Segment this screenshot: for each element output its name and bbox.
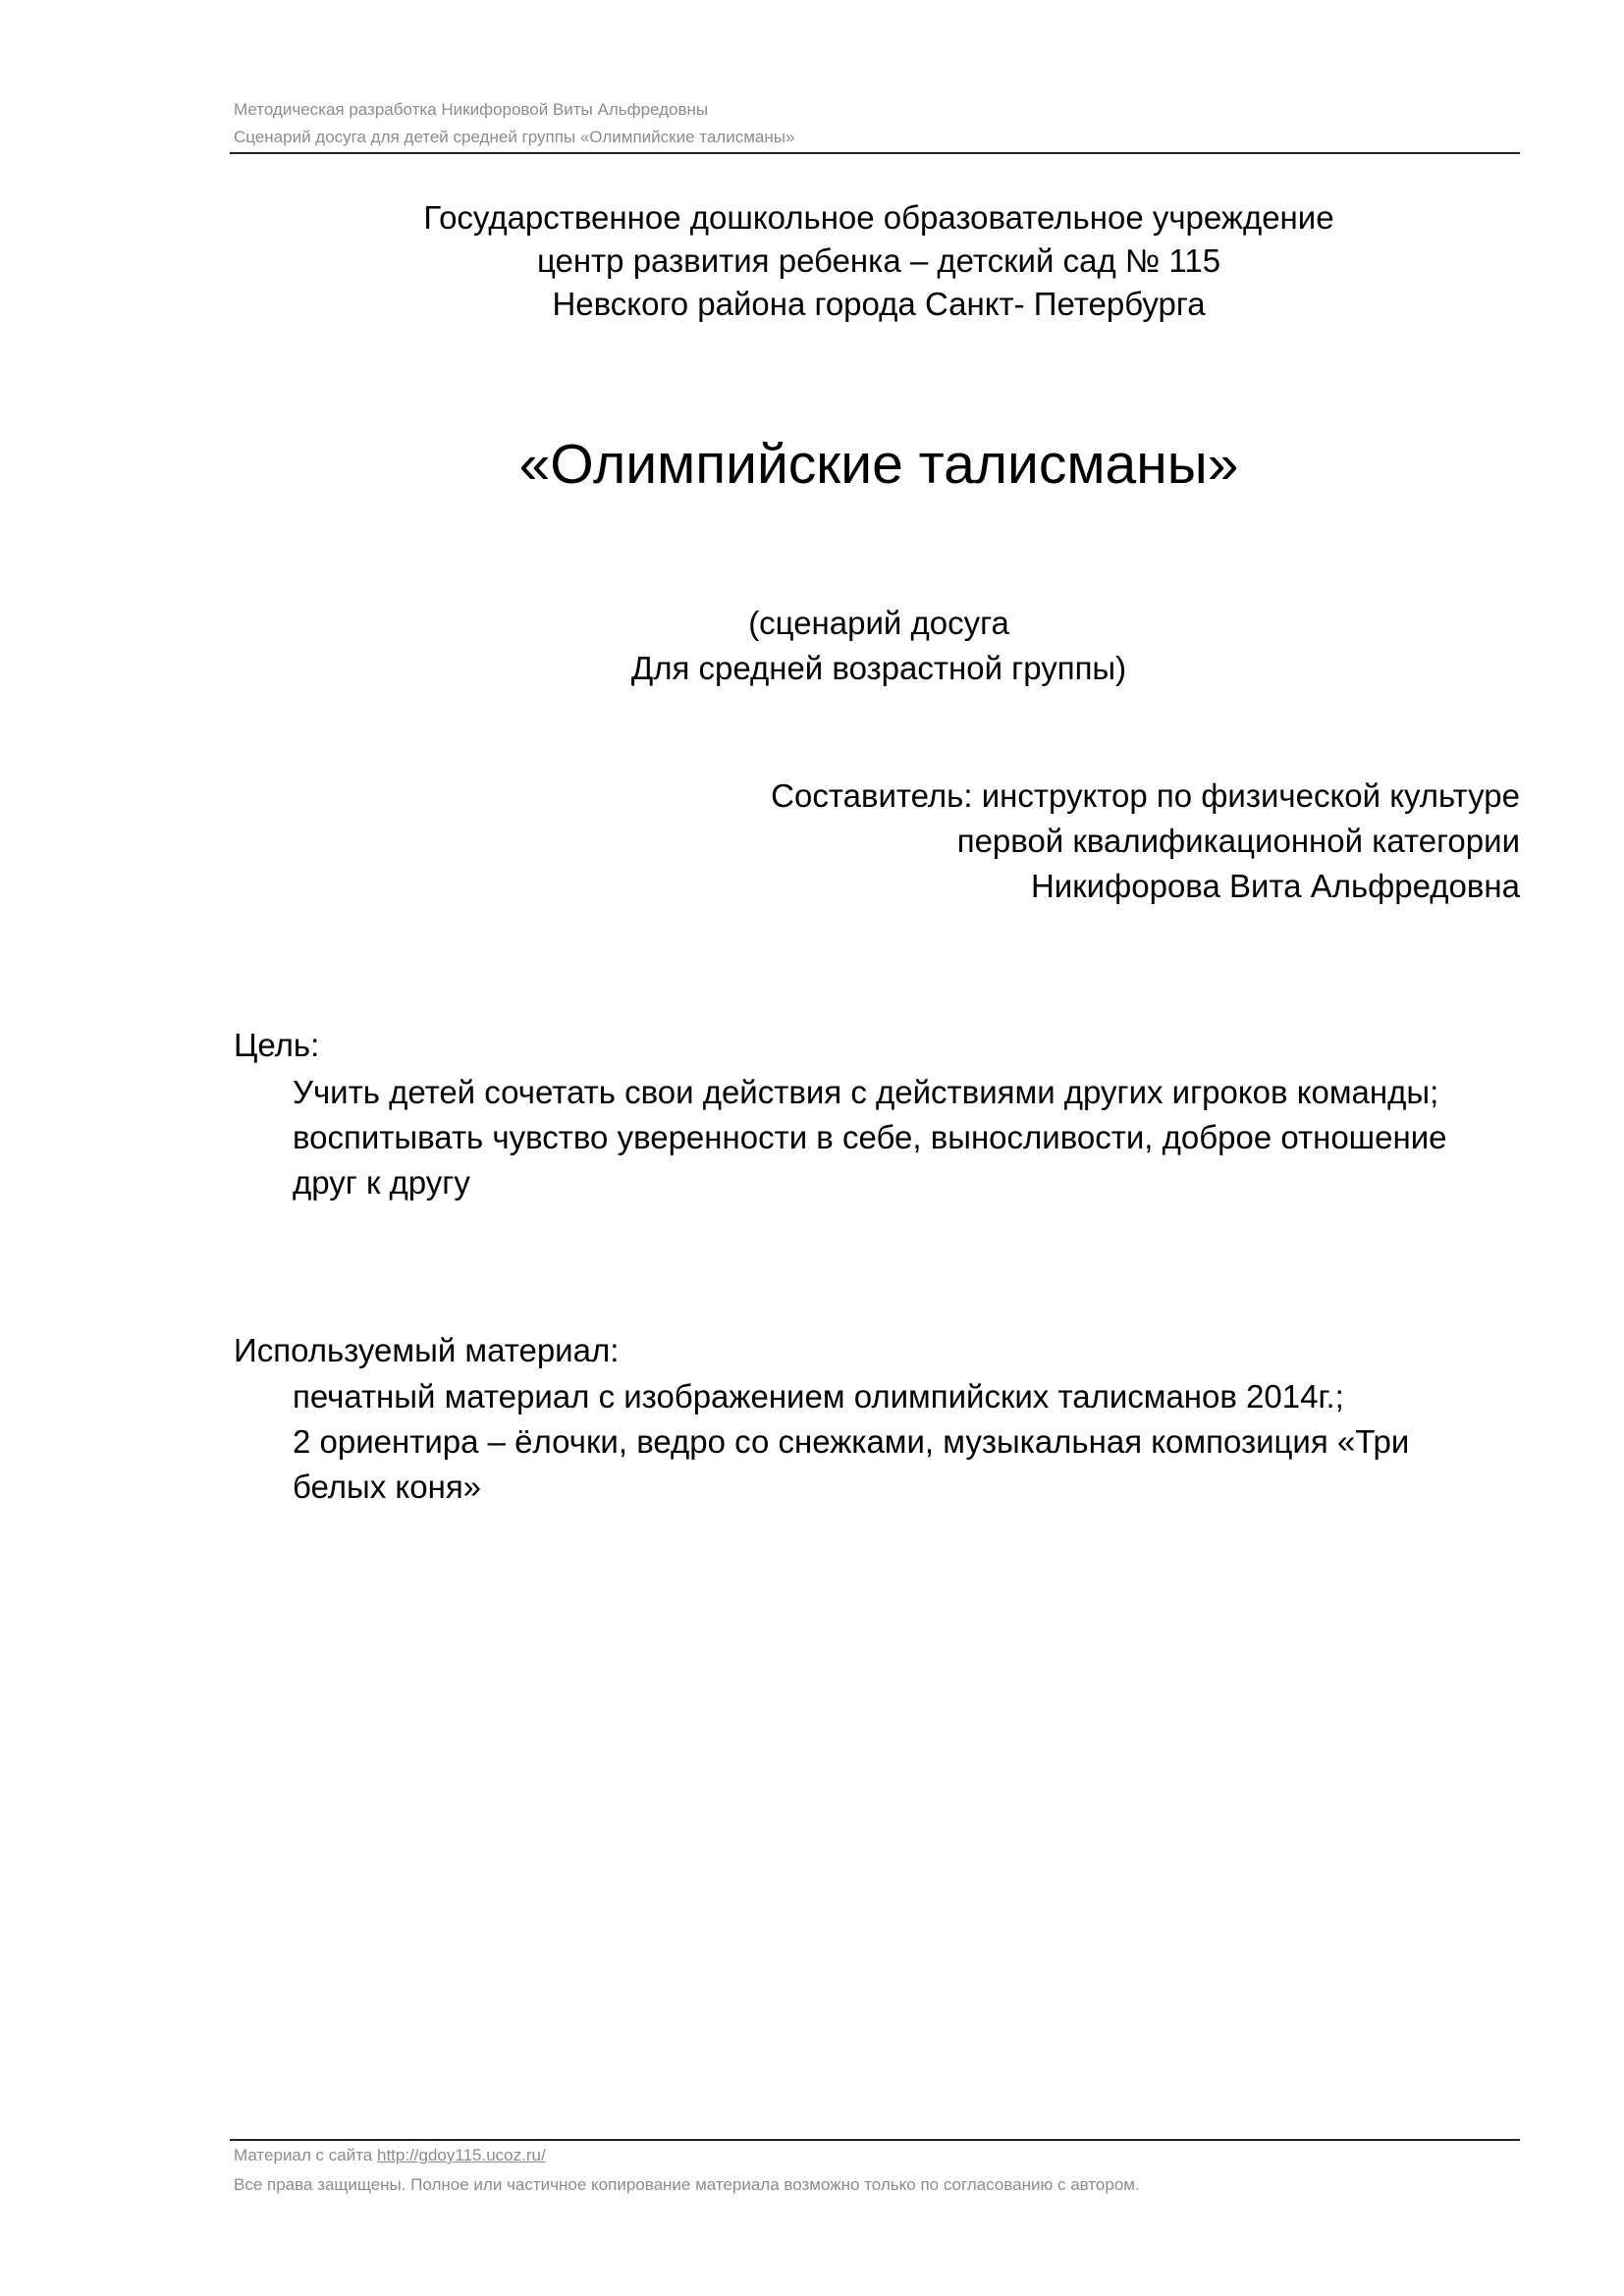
footer-source	[234, 2146, 546, 2165]
materials-line: белых коня»	[293, 1468, 482, 1505]
subtitle-line-1: (сценарий досуга	[748, 605, 1009, 641]
subtitle-line-2: Для средней возрастной группы)	[630, 650, 1127, 686]
author-line-2: первой квалификационной категории	[956, 823, 1520, 859]
author-line-3: Никифорова Вита Альфредовна	[1030, 868, 1520, 904]
institution-line-3: Невского района города Санкт- Петербурга	[552, 286, 1206, 322]
materials-line: печатный материал с изображением олимпийских талисманов 2014г.;	[293, 1378, 1344, 1415]
header-scenario-line: Сценарий досуга для детей средней группы «Олимпийские талисманы»	[234, 128, 795, 146]
materials-heading: Используемый материал:	[234, 1332, 620, 1368]
materials-line: 2 ориентира – ёлочки, ведро со снежками, музыкальная композиция «Три	[293, 1423, 1410, 1460]
institution-block	[0, 196, 1624, 326]
institution-line-1: Государственное дошкольное образовательное учреждение	[423, 199, 1334, 236]
header-author-line: Методическая разработка Никифоровой Виты Альфредовны	[234, 100, 709, 119]
footer-divider	[230, 2139, 1520, 2141]
institution-line-2: центр развития ребенка – детский сад № 115	[536, 242, 1221, 279]
goal-line: воспитывать чувство уверенности в себе, выносливости, доброе отношение	[293, 1119, 1447, 1155]
goal-line: друг к другу	[293, 1164, 470, 1201]
header-divider	[230, 152, 1520, 154]
goal-heading: Цель:	[234, 1027, 320, 1063]
footer-source-prefix: Материал с сайта	[234, 2146, 377, 2164]
footer-rights: Все права защищены. Полное или частичное копирование материала возможно только по согласованию с автором.	[234, 2175, 1140, 2194]
footer-source-link[interactable]: http://gdoy115.ucoz.ru/	[376, 2146, 546, 2164]
author-block	[771, 774, 1520, 909]
subtitle-block	[0, 601, 1624, 691]
materials-text	[293, 1374, 1409, 1510]
document-title: «Олимпийские талисманы»	[518, 433, 1239, 496]
goal-line: Учить детей сочетать свои действия с действиями других игроков команды;	[293, 1074, 1439, 1110]
author-line-1: Составитель: инструктор по физической культуре	[771, 777, 1520, 814]
goal-text	[293, 1070, 1447, 1205]
